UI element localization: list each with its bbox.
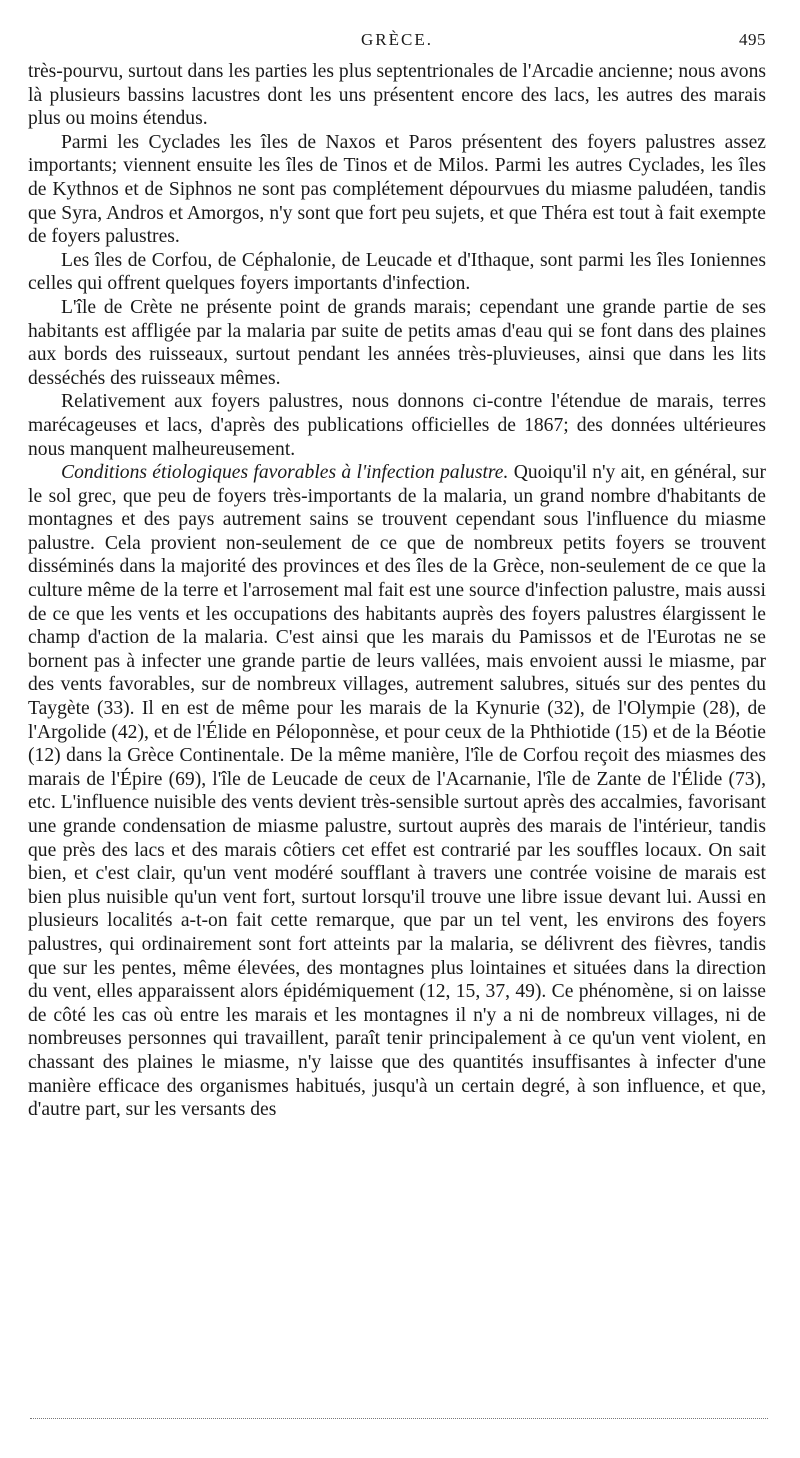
running-title: GRÈCE.	[361, 30, 433, 49]
paragraph-cyclades	[28, 131, 766, 249]
page	[28, 30, 766, 1122]
running-head	[28, 30, 766, 54]
paragraph-text: très-pourvu, surtout dans les parties les plus septentrionales de l'Arcadie ancienne; nous avons là plusieurs bassins lacustres dont les uns présentent encore des lacs, les autres des marais plus ou moins étendus.	[28, 61, 766, 130]
section-lead-heading: Conditions étiologiques favorables à l'infection palustre.	[61, 462, 509, 484]
paragraph-text: Quoiqu'il n'y ait, en général, sur le sol grec, que peu de foyers très-importants de la malaria, un grand nombre d'habitants de montagnes et des pays autrement sains se trouvent cependant sous l'influence du miasme palustre. Cela provient non-seulement de ce que de nombreux petits foyers se trouvent disséminés dans la majorité des provinces et des îles de la Grèce, non-seulement de ce que la culture même de la terre et l'arrosement mal fait est une source d'infection palustre, mais aussi de ce que les vents et les occupations des habitants auprès des foyers palustres élargissent le champ d'action de la malaria. C'est ainsi que les marais du Pamissos et de l'Eurotas ne se bornent pas à infecter une grande partie de leurs vallées, mais envoient aussi le miasme, par des vents favorables, sur de nombreux villages, autrement salubres, situés sur des pentes du Taygète (33). Il en est de même pour les marais de la Kynurie (32), de l'Olympie (28), de l'Argolide (42), et de l'Élide en Péloponnèse, et pour ceux de la Phthiotide (15) et de la Béotie (12) dans la Grèce Continentale. De la même manière, l'île de Corfou reçoit des miasmes des marais de l'Épire (69), l'île de Leucade de ceux de l'Acarnanie, l'île de Zante de l'Élide (73), etc. L'influence nuisible des vents devient très-sensible surtout après des accalmies, favorisant une grande condensation de miasme palustre, surtout auprès des marais de l'intérieur, tandis que près des lacs et des marais côtiers cet effet est contrarié par les souffles locaux. On sait bien, et c'est clair, qu'un vent modéré soufflant à travers une contrée voisine de marais est bien plus nuisible qu'un vent fort, surtout lorsqu'il trouve une libre issue devant lui. Aussi en plusieurs localités a-t-on fait cette remarque, que par un tel vent, les environs des foyers palustres, qui ordinairement sont fort atteints par la malaria, se délivrent des fièvres, tandis que sur les pentes, même élevées, des montagnes plus lointaines et situées dans la direction du vent, elles apparaissent alors épidémiquement (12, 15, 37, 49). Ce phénomène, si on laisse de côté les cas où entre les marais et les montagnes il n'y a ni de nombreux villages, ni de nombreuses personnes qui travaillent, paraît tenir principalement à ce qu'un vent violent, en chassant des plaines le miasme, n'y laisse que des quantités insuffisantes à infecter d'une manière efficace des organismes habitués, jusqu'à un certain degré, à son influence, et que, d'autre part, sur les versants des	[28, 462, 766, 1121]
page-number: 495	[739, 30, 766, 49]
paragraph-ionian-islands	[28, 249, 766, 296]
paragraph-marsh-data	[28, 390, 766, 461]
footer-dotted-rule	[30, 1418, 768, 1419]
paragraph-etiological-conditions	[28, 461, 766, 1122]
paragraph-text: Relativement aux foyers palustres, nous donnons ci-contre l'étendue de marais, terres marécageuses et lacs, d'après des publications officielles de 1867; des données ultérieures nous manquent malheureusement.	[28, 391, 766, 460]
paragraph-continuation	[28, 60, 766, 131]
paragraph-text: Parmi les Cyclades les îles de Naxos et Paros présentent des foyers palustres assez importants; viennent ensuite les îles de Tinos et de Milos. Parmi les autres Cyclades, les îles de Kythnos et de Siphnos ne sont pas complétement dépourvues du miasme paludéen, tandis que Syra, Andros et Amorgos, n'y sont que fort peu sujets, et que Théra est tout à fait exempte de foyers palustres.	[28, 131, 766, 248]
paragraph-text: Les îles de Corfou, de Céphalonie, de Leucade et d'Ithaque, sont parmi les îles Ioniennes celles qui offrent quelques foyers importants d'infection.	[28, 249, 766, 295]
paragraph-crete	[28, 296, 766, 390]
paragraph-text: L'île de Crète ne présente point de grands marais; cependant une grande partie de ses habitants est affligée par la malaria par suite de petits amas d'eau qui se font dans des plaines aux bords des ruisseaux, surtout pendant les années très-pluvieuses, ainsi que dans les lits desséchés des ruisseaux mêmes.	[28, 296, 766, 389]
body-text	[28, 60, 766, 1122]
